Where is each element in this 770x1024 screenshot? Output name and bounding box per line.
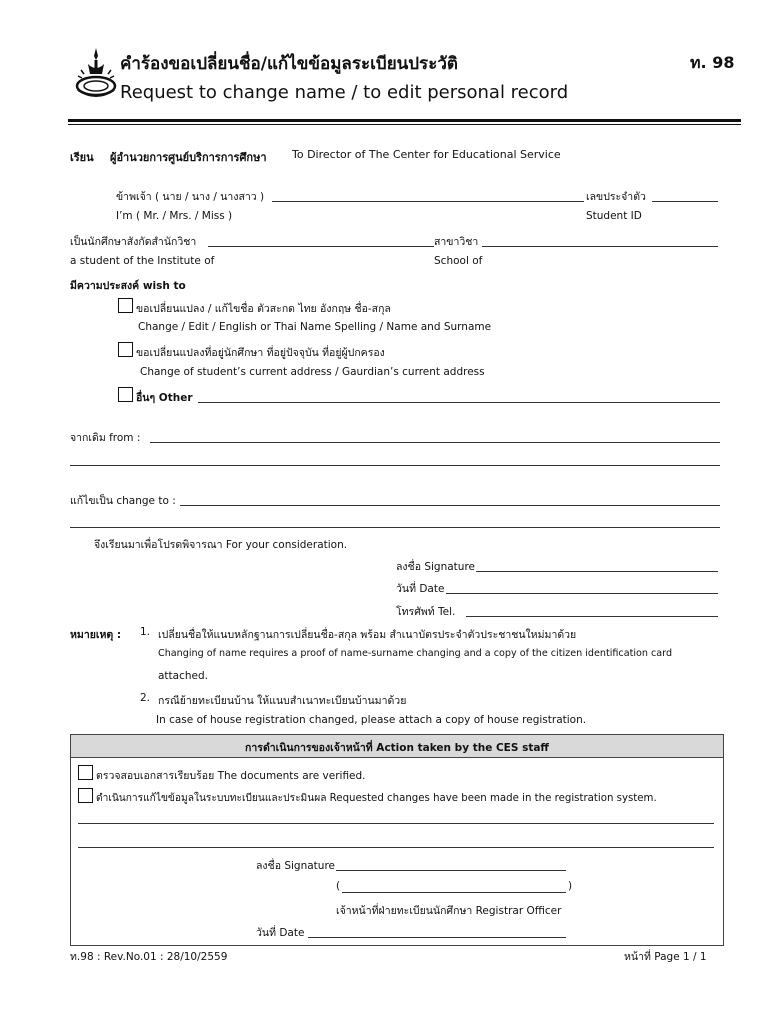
name-field[interactable] (272, 201, 584, 202)
footer-revision: ท.98 : Rev.No.01 : 28/10/2559 (70, 951, 228, 963)
consideration-text: จึงเรียนมาเพื่อโปรดพิจารณา For your consideration. (94, 539, 348, 551)
from-field-line-1[interactable] (150, 442, 720, 443)
school-label-thai: สาขาวิชา (434, 236, 479, 248)
change-to-field-line-1[interactable] (180, 505, 720, 506)
student-id-label-english: Student ID (586, 210, 642, 222)
staff-officer-title: เจ้าหน้าที่ฝ่ายทะเบียนนักศึกษา Registrar Officer (336, 905, 562, 917)
note-1-english-b: attached. (158, 670, 208, 682)
student-id-field[interactable] (652, 201, 718, 202)
notes-label: หมายเหตุ : (70, 629, 122, 641)
form-title-thai: คำร้องขอเปลี่ยนชื่อ/แก้ไขข้อมูลระเบียนประวัติ (120, 54, 458, 74)
staff-action-heading: การดำเนินการของเจ้าหน้าที่ Action taken by the CES staff (245, 742, 549, 754)
staff-changes-made-checkbox[interactable] (78, 788, 93, 803)
footer-page-number: หน้าที่ Page 1 / 1 (624, 951, 707, 963)
name-label-thai: ข้าพเจ้า ( นาย / นาง / นางสาว ) (116, 191, 265, 203)
applicant-signature-field[interactable] (476, 571, 718, 572)
staff-action-header (71, 735, 723, 758)
institute-field[interactable] (208, 246, 434, 247)
school-label-english: School of (434, 255, 483, 267)
name-label-english: I’m ( Mr. / Mrs. / Miss ) (116, 210, 233, 222)
staff-signature-label: ลงชื่อ Signature (256, 860, 335, 872)
university-logo (74, 46, 118, 102)
applicant-date-field[interactable] (446, 593, 718, 594)
option-other-checkbox[interactable] (118, 387, 133, 402)
staff-name-field[interactable] (342, 892, 566, 893)
addressee-english: To Director of The Center for Educational Service (292, 148, 561, 161)
staff-changes-made-label: ดำเนินการแก้ไขข้อมูลในระบบทะเบียนและประมินผล Requested changes have been made in the registration system. (96, 793, 657, 804)
note-2-english: In case of house registration changed, please attach a copy of house registration. (156, 714, 587, 726)
option-change-name-english: Change / Edit / English or Thai Name Spelling / Name and Surname (138, 321, 492, 333)
form-code: ท. 98 (690, 53, 735, 72)
form-title-english: Request to change name / to edit personal record (120, 82, 569, 103)
school-field[interactable] (482, 246, 718, 247)
note-2-thai: กรณีย้ายทะเบียนบ้าน ให้แนบสำเนาทะเบียนบ้านมาด้วย (158, 695, 407, 707)
institute-label-thai: เป็นนักศึกษาสังกัดสำนักวิชา (70, 236, 197, 248)
applicant-tel-field[interactable] (466, 616, 718, 617)
applicant-date-label: วันที่ Date (396, 583, 445, 595)
change-to-field-line-2[interactable] (70, 527, 720, 528)
applicant-tel-label: โทรศัพท์ Tel. (396, 606, 456, 618)
addressee-label: เรียน (70, 151, 94, 164)
header-rule-thick (68, 119, 741, 122)
option-other-field[interactable] (198, 402, 720, 403)
option-change-address-thai: ขอเปลี่ยนแปลงที่อยู่นักศึกษา ที่อยู่ปัจจุบัน ที่อยู่ผู้ปกครอง (136, 347, 385, 359)
option-change-name-thai: ขอเปลี่ยนแปลง / แก้ไขชื่อ ตัวสะกด ไทย อังกฤษ ชื่อ-สกุล (136, 303, 391, 315)
option-other-label: อื่นๆ Other (136, 392, 193, 404)
header-rule-thin (68, 124, 741, 125)
staff-verified-checkbox[interactable] (78, 765, 93, 780)
from-field-line-2[interactable] (70, 465, 720, 466)
staff-verified-label: ตรวจสอบเอกสารเรียบร้อย The documents are verified. (96, 770, 366, 782)
staff-notes-line-1[interactable] (78, 823, 714, 824)
staff-notes-line-2[interactable] (78, 847, 714, 848)
staff-name-paren-close: ) (568, 880, 573, 892)
note-1-number: 1. (140, 626, 151, 638)
option-change-address-checkbox[interactable] (118, 342, 133, 357)
applicant-signature-label: ลงชื่อ Signature (396, 561, 475, 573)
note-1-english-a: Changing of name requires a proof of name-surname changing and a copy of the citizen identification card (158, 648, 673, 659)
student-id-label-thai: เลขประจำตัว (586, 191, 646, 203)
staff-date-field[interactable] (308, 937, 566, 938)
from-label: จากเดิม from : (70, 432, 141, 444)
note-1-thai: เปลี่ยนชื่อให้แนบหลักฐานการเปลี่ยนชื่อ-สกุล พร้อม สำเนาบัตรประจำตัวประชาชนใหม่มาด้วย (158, 629, 577, 641)
addressee-thai: ผู้อำนวยการศูนย์บริการการศึกษา (110, 151, 267, 164)
note-2-number: 2. (140, 692, 151, 704)
change-to-label: แก้ไขเป็น change to : (70, 495, 176, 507)
option-change-name-checkbox[interactable] (118, 298, 133, 313)
staff-signature-field[interactable] (336, 870, 566, 871)
staff-date-label: วันที่ Date (256, 927, 305, 939)
option-change-address-english: Change of student’s current address / Gaurdian’s current address (140, 366, 485, 378)
institute-label-english: a student of the Institute of (70, 255, 215, 267)
staff-name-paren-open: ( (336, 880, 341, 892)
wish-label: มีความประสงค์ wish to (70, 280, 186, 292)
